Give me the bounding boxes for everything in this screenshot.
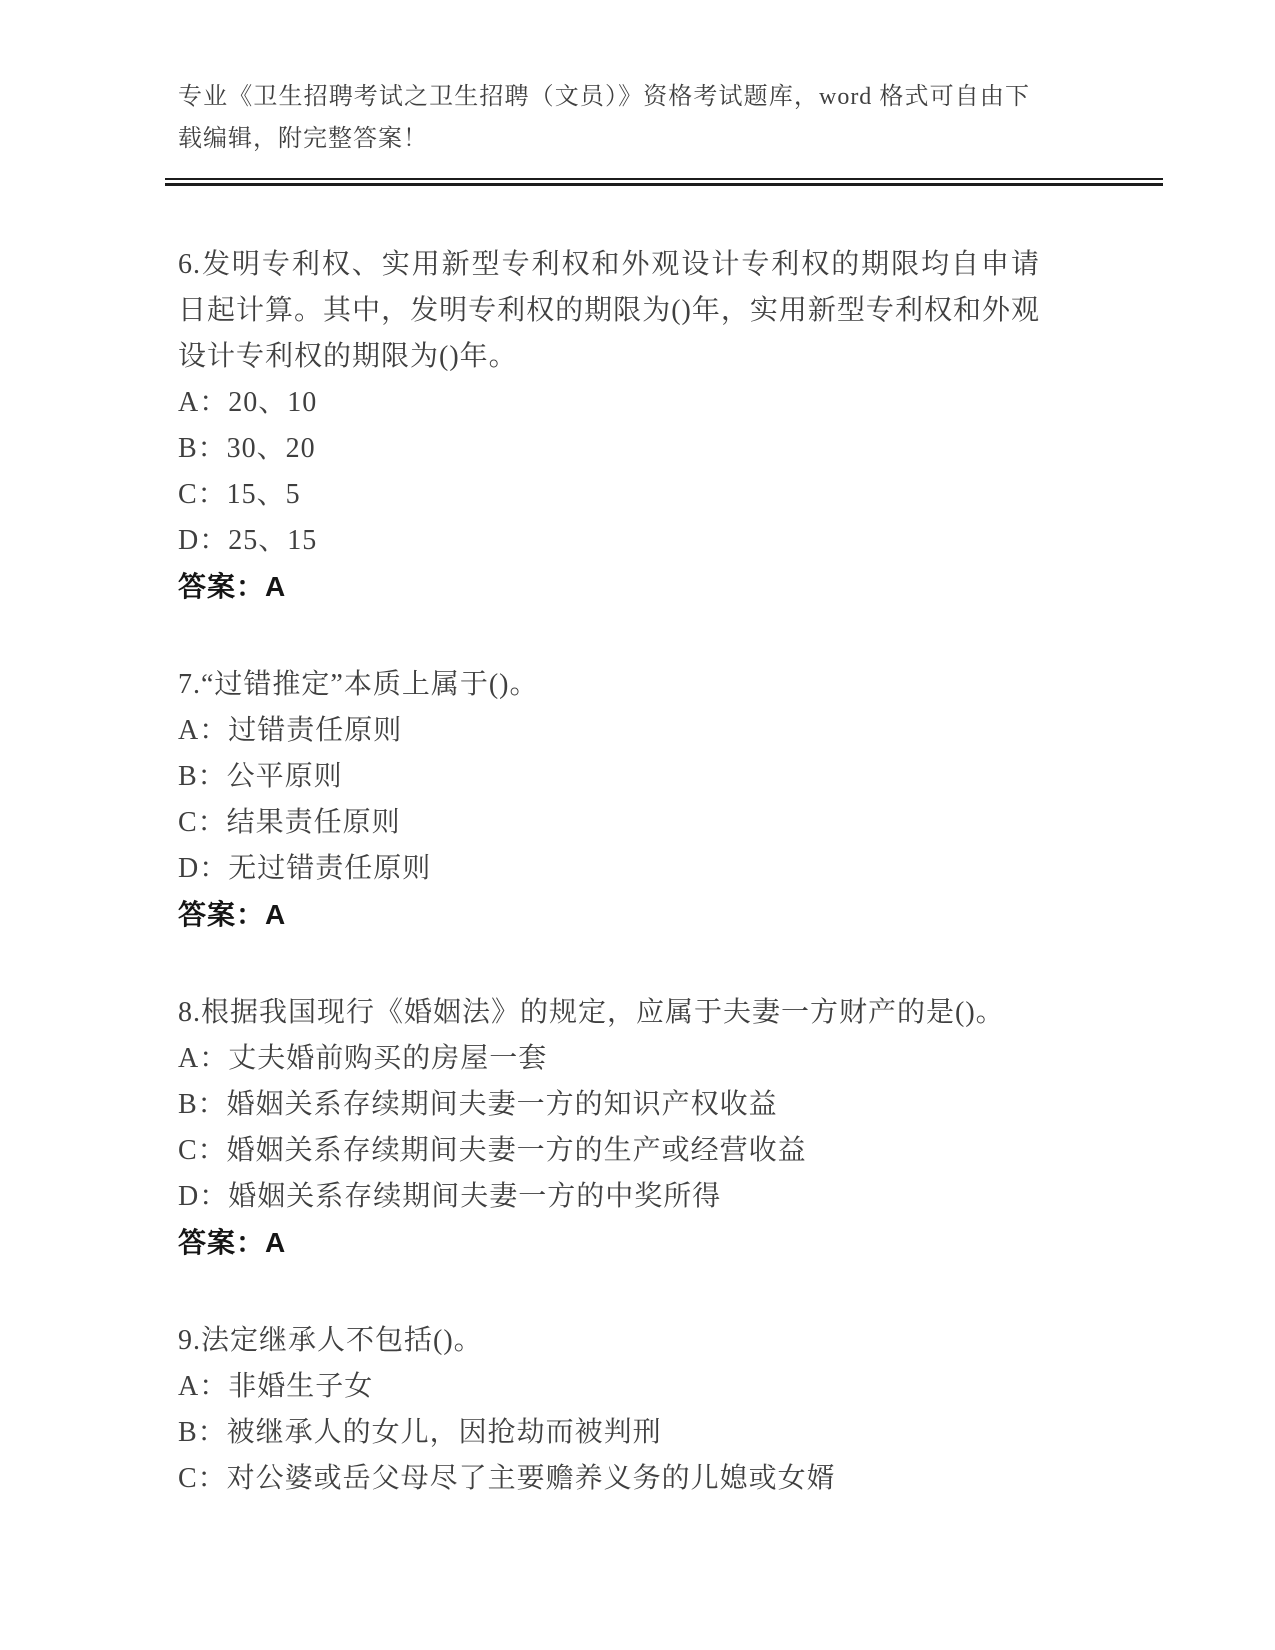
question-block bbox=[178, 1318, 1040, 1502]
question-option: A：过错责任原则 bbox=[178, 715, 403, 746]
header-note: 专业《卫生招聘考试之卫生招聘（文员）》资格考试题库，word 格式可自由下载编辑，附完整答案！ bbox=[178, 84, 1030, 152]
page-header bbox=[165, 76, 1163, 160]
questions-list bbox=[178, 242, 1040, 1502]
question-option: B：公平原则 bbox=[178, 761, 343, 792]
question-text: 7.“过错推定”本质上属于()。 bbox=[178, 669, 539, 700]
question-option: A：20、10 bbox=[178, 387, 318, 418]
question-block bbox=[178, 242, 1040, 610]
question-option: C：结果责任原则 bbox=[178, 807, 401, 838]
question-option: A：丈夫婚前购买的房屋一套 bbox=[178, 1043, 548, 1074]
question-option: D：无过错责任原则 bbox=[178, 853, 432, 884]
answer-text: 答案：A bbox=[178, 1227, 287, 1258]
question-option: A：非婚生子女 bbox=[178, 1371, 374, 1402]
question-option: D：25、15 bbox=[178, 525, 318, 556]
question-text: 6.发明专利权、实用新型专利权和外观设计专利权的期限均自申请日起计算。其中，发明专利权的期限为()年，实用新型专利权和外观设计专利权的期限为()年。 bbox=[178, 249, 1040, 372]
answer-text: 答案：A bbox=[178, 899, 287, 930]
question-option: C：婚姻关系存续期间夫妻一方的生产或经营收益 bbox=[178, 1135, 807, 1166]
question-block bbox=[178, 662, 1040, 938]
question-option: B：30、20 bbox=[178, 433, 316, 464]
question-option: B：被继承人的女儿，因抢劫而被判刑 bbox=[178, 1417, 662, 1448]
question-text: 9.法定继承人不包括()。 bbox=[178, 1325, 483, 1356]
question-text: 8.根据我国现行《婚姻法》的规定，应属于夫妻一方财产的是()。 bbox=[178, 997, 1005, 1028]
answer-text: 答案：A bbox=[178, 571, 287, 602]
question-option: B：婚姻关系存续期间夫妻一方的知识产权收益 bbox=[178, 1089, 778, 1120]
question-option: C：15、5 bbox=[178, 479, 301, 510]
question-block bbox=[178, 990, 1040, 1266]
question-option: D：婚姻关系存续期间夫妻一方的中奖所得 bbox=[178, 1181, 722, 1212]
header-divider bbox=[165, 178, 1163, 186]
question-option: C：对公婆或岳父母尽了主要赡养义务的儿媳或女婿 bbox=[178, 1463, 836, 1494]
